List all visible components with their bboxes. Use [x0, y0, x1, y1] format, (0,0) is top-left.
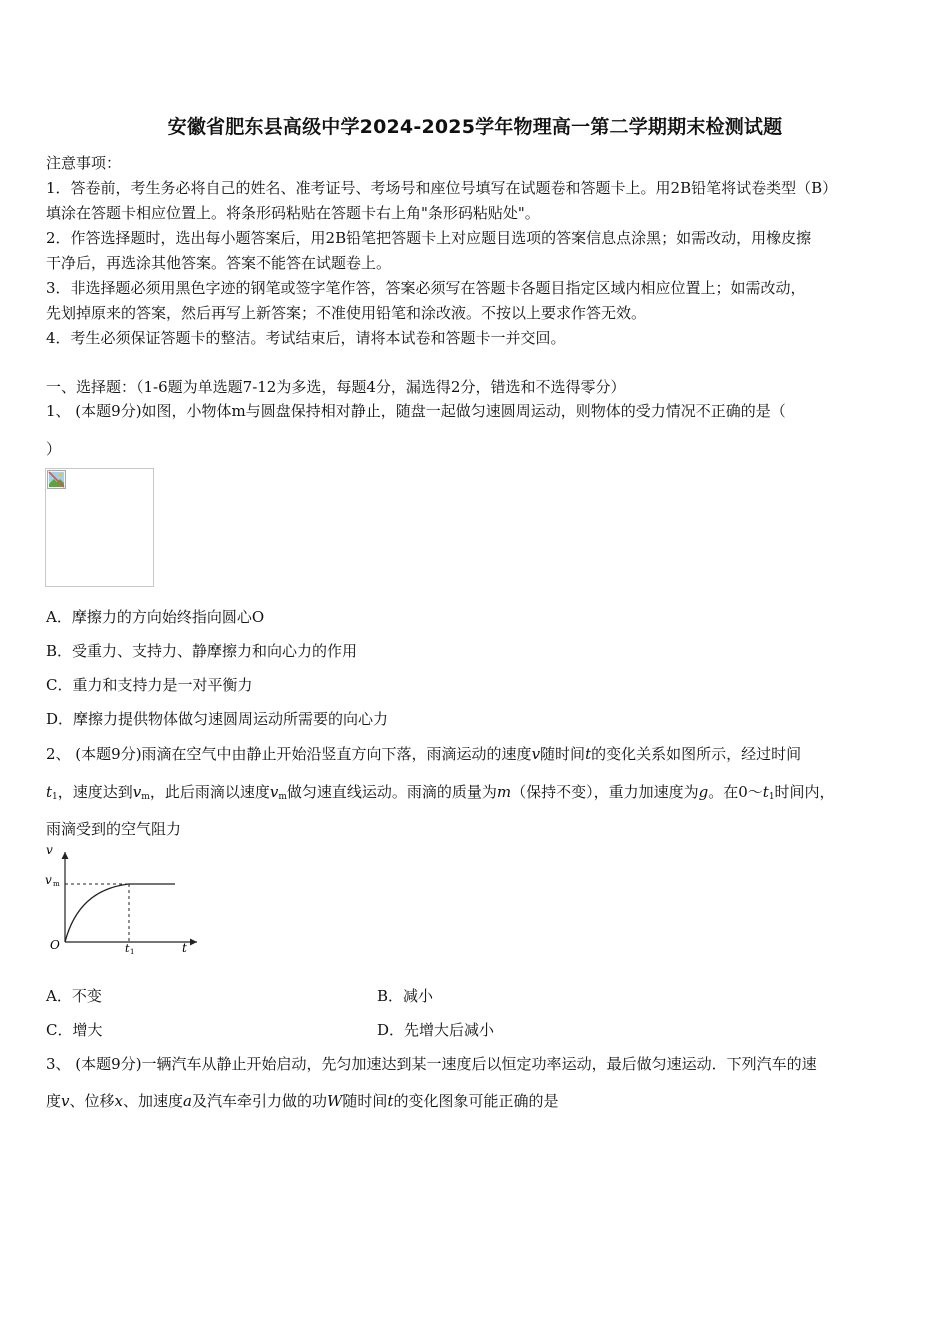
symbol-v: v: [531, 745, 541, 763]
text-run: 时间内，: [774, 783, 835, 801]
symbol-m: m: [496, 783, 512, 801]
symbol-v: v: [61, 1092, 70, 1110]
text-run: 随时间: [342, 1092, 388, 1110]
question-1-option-b: B．受重力、支持力、静摩擦力和向心力的作用: [46, 642, 358, 660]
broken-image-icon: [47, 470, 66, 489]
question-3-stem: 3、 (本题9分)一辆汽车从静止开始启动，先匀加速达到某一速度后以恒定功率运动，最后做匀速运动．下列汽车的速: [46, 1055, 817, 1073]
notice-line: 填涂在答题卡相应位置上。将条形码粘贴在答题卡右上角"条形码粘贴处"。: [46, 204, 540, 222]
text-run: 、位移: [69, 1092, 115, 1110]
notice-line: 2．作答选择题时，选出每小题答案后，用2B铅笔把答题卡上对应题目选项的答案信息点涂黑；如需改动，用橡皮擦: [46, 229, 812, 247]
t1-label-subscript: 1: [130, 948, 135, 956]
question-2-option-c: C．增大: [46, 1021, 103, 1039]
text-run: 度: [46, 1092, 62, 1110]
t1-label: t: [125, 942, 130, 955]
question-1-stem-end: ）: [46, 440, 62, 458]
symbol-x: x: [114, 1092, 123, 1110]
symbol-vm-subscript: m: [141, 792, 150, 802]
notice-line: 1．答卷前，考生务必将自己的姓名、准考证号、考场号和座位号填写在试题卷和答题卡上。用2B铅笔将试卷类型（B）: [46, 179, 838, 197]
notice-line: 干净后，再选涂其他答案。答案不能答在试题卷上。: [46, 254, 392, 272]
symbol-t: t: [585, 745, 592, 763]
notice-line: 3．非选择题必须用黑色字迹的钢笔或签字笔作答，答案必须写在答题卡各题目指定区域内相应位置上；如需改动，: [46, 279, 806, 297]
symbol-w: W: [326, 1092, 343, 1110]
text-run: 的变化图象可能正确的是: [393, 1092, 559, 1110]
question-2-stem: 雨滴受到的空气阻力: [46, 820, 182, 838]
notice-heading: 注意事项：: [46, 154, 122, 172]
vm-label: v: [45, 873, 52, 887]
question-1-option-c: C．重力和支持力是一对平衡力: [46, 676, 253, 694]
section-heading: 一、选择题：（1-6题为单选题7-12为多选，每题4分，漏选得2分，错选和不选得零分）: [46, 378, 626, 396]
text-run: 做匀速直线运动。雨滴的质量为: [286, 783, 497, 801]
question-1-option-d: D．摩擦力提供物体做匀速圆周运动所需要的向心力: [46, 710, 389, 728]
x-axis-label: t: [182, 941, 187, 955]
symbol-t1-subscript: 1: [52, 792, 58, 802]
text-run: 随时间: [540, 745, 586, 763]
text-run: 。在0～: [708, 783, 763, 801]
text-run: ，此后雨滴以速度: [149, 783, 270, 801]
text-run: 2、 (本题9分)雨滴在空气中由静止开始沿竖直方向下落，雨滴运动的速度: [46, 745, 532, 763]
velocity-curve: [65, 884, 129, 942]
text-run: ，速度达到: [57, 783, 133, 801]
question-1-figure-placeholder: [45, 468, 154, 587]
text-run: 的变化关系如图所示，经过时间: [591, 745, 802, 763]
y-axis-label: v: [46, 843, 53, 857]
text-run: 、加速度: [122, 1092, 183, 1110]
notice-line: 4．考生必须保证答题卡的整洁。考试结束后，请将本试卷和答题卡一并交回。: [46, 329, 566, 347]
symbol-t1-subscript: 1: [768, 792, 775, 802]
question-2-option-a: A．不变: [46, 987, 102, 1005]
symbol-t1: t: [46, 783, 53, 801]
page-title: 安徽省肥东县高级中学2024-2025学年物理高一第二学期期末检测试题: [167, 116, 783, 138]
velocity-time-graph: [42, 842, 202, 957]
vm-label-subscript: m: [53, 880, 60, 888]
symbol-vm-subscript: m: [278, 792, 287, 802]
question-2-stem: [46, 743, 801, 764]
symbol-a: a: [183, 1092, 192, 1110]
symbol-t1: t: [762, 783, 769, 801]
text-run: 及汽车牵引力做的功: [191, 1092, 327, 1110]
origin-label: O: [50, 938, 60, 952]
question-1-stem: 1、 (本题9分)如图，小物体m与圆盘保持相对静止，随盘一起做匀速圆周运动，则物体的受力情况不正确的是（: [46, 402, 786, 420]
symbol-t: t: [387, 1092, 394, 1110]
symbol-g: g: [698, 783, 709, 801]
notice-line: 先划掉原来的答案，然后再写上新答案；不准使用铅笔和涂改液。不按以上要求作答无效。: [46, 304, 647, 322]
question-2-option-d: D．先增大后减小: [377, 1021, 495, 1039]
text-run: （保持不变），重力加速度为: [511, 783, 699, 801]
question-2-option-b: B．减小: [377, 987, 434, 1005]
question-2-stem: [46, 781, 835, 802]
symbol-vm: v: [269, 783, 279, 801]
question-3-stem: [46, 1090, 558, 1111]
symbol-vm: v: [132, 783, 142, 801]
question-1-option-a: A．摩擦力的方向始终指向圆心O: [46, 608, 265, 626]
